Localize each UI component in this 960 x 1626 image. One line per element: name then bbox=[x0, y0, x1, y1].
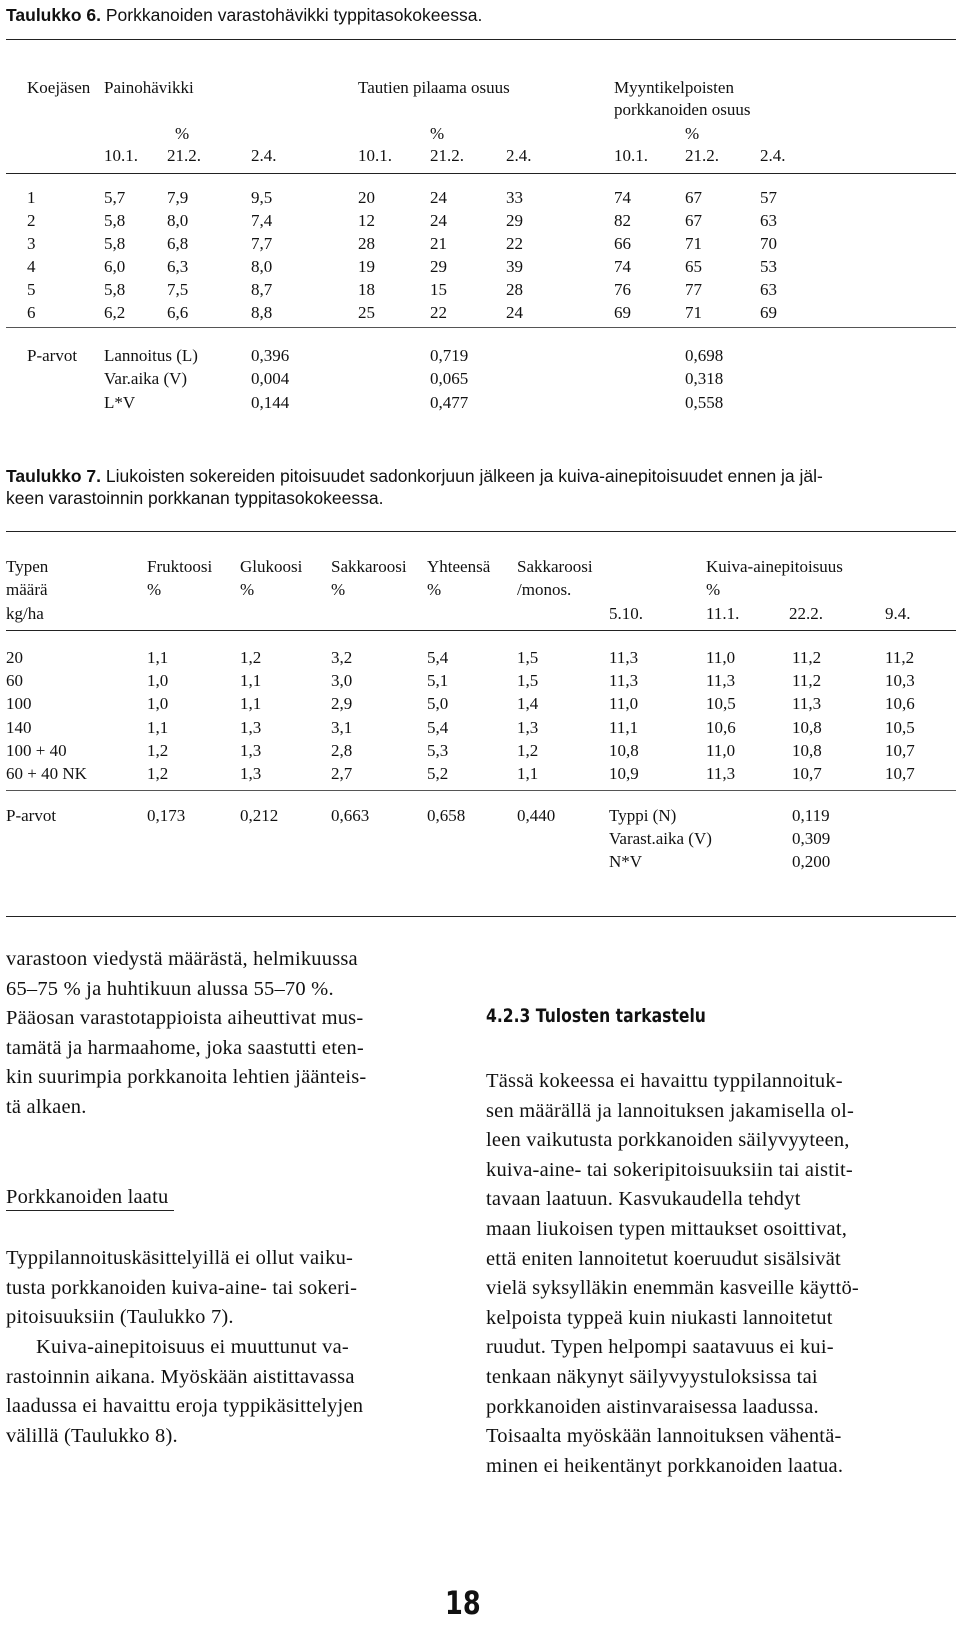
table-cell: 11,0 bbox=[706, 648, 736, 667]
text-line: Kuiva-ainepitoisuus ei muuttunut va- bbox=[36, 1335, 349, 1358]
p-value: 0,396 bbox=[251, 346, 290, 365]
left-column bbox=[6, 945, 438, 1451]
table-cell: 10,7 bbox=[885, 741, 915, 760]
table-cell: 57 bbox=[760, 188, 777, 207]
subheading-text: Porkkanoiden laatu bbox=[6, 1185, 169, 1208]
table-cell: 10,5 bbox=[885, 718, 915, 737]
table-cell: 71 bbox=[685, 234, 702, 253]
p-value: 0,144 bbox=[251, 393, 290, 412]
percent-label: % bbox=[240, 580, 255, 599]
header-maara: määrä bbox=[6, 580, 48, 599]
date-header: 11.1. bbox=[706, 604, 740, 623]
table-cell: 3,0 bbox=[331, 671, 353, 690]
table-cell: 2,9 bbox=[331, 694, 353, 713]
p-value: 0,318 bbox=[685, 369, 724, 388]
row-label: 5 bbox=[27, 280, 36, 299]
date-header: 5.10. bbox=[609, 604, 643, 623]
table-cell: 10,7 bbox=[885, 764, 915, 783]
table-cell: 6,0 bbox=[104, 257, 126, 276]
p-value: 0,719 bbox=[430, 346, 469, 365]
table-cell: 5,0 bbox=[427, 694, 449, 713]
table-cell: 7,4 bbox=[251, 211, 273, 230]
p-row-label: Typpi (N) bbox=[609, 806, 677, 825]
table-cell: 20 bbox=[358, 188, 375, 207]
percent-label: % bbox=[331, 580, 346, 599]
p-value: 0,065 bbox=[430, 369, 469, 388]
table-cell: 10,9 bbox=[609, 764, 639, 783]
table-cell: 3,1 bbox=[331, 718, 353, 737]
table-cell: 11,3 bbox=[609, 671, 639, 690]
text-line: Typpilannoituskäsittelyillä ei ollut vaiku- bbox=[6, 1247, 354, 1270]
text-line: tamätä ja harmaahome, joka saastutti eten- bbox=[6, 1036, 364, 1059]
table-cell: 39 bbox=[506, 257, 523, 276]
table6-top-rule bbox=[6, 39, 956, 40]
text-line: minen ei heikentänyt porkkanoiden laatua. bbox=[486, 1454, 844, 1477]
table-cell: 1,3 bbox=[240, 718, 262, 737]
table-cell: 8,0 bbox=[251, 257, 273, 276]
table-cell: 8,0 bbox=[167, 211, 189, 230]
table-cell: 24 bbox=[506, 303, 523, 322]
table-cell: 1,1 bbox=[147, 648, 169, 667]
header-typen: Typen bbox=[6, 557, 49, 576]
percent-label: % bbox=[147, 580, 162, 599]
p-value: 0,212 bbox=[240, 806, 279, 825]
p-value: 0,173 bbox=[147, 806, 186, 825]
header-porkkanoiden-osuus: porkkanoiden osuus bbox=[614, 100, 751, 119]
table-cell: 65 bbox=[685, 257, 702, 276]
table-cell: 5,7 bbox=[104, 188, 126, 207]
date-header: 2.4. bbox=[251, 146, 277, 165]
table-cell: 11,3 bbox=[792, 694, 822, 713]
date-header: 21.2. bbox=[430, 146, 464, 165]
table-cell: 11,0 bbox=[609, 694, 639, 713]
header-kgha: kg/ha bbox=[6, 604, 44, 623]
table-cell: 7,5 bbox=[167, 280, 189, 299]
table-cell: 10,8 bbox=[792, 741, 822, 760]
row-label: 60 + 40 NK bbox=[6, 764, 87, 783]
table-cell: 71 bbox=[685, 303, 702, 322]
text-line: tusta porkkanoiden kuiva-aine- tai sokeri- bbox=[6, 1276, 358, 1299]
text-line: Tässä kokeessa ei havaittu typpilannoituk- bbox=[486, 1070, 843, 1092]
table-cell: 1,2 bbox=[517, 741, 539, 760]
header-sakkaroosi-monos: Sakkaroosi bbox=[517, 557, 593, 576]
table-cell: 15 bbox=[430, 280, 447, 299]
text-line: rastoinnin aikana. Myöskään aistittavassa bbox=[6, 1365, 355, 1388]
table-cell: 1,3 bbox=[517, 718, 539, 737]
table-cell: 21 bbox=[430, 234, 447, 253]
paragraph bbox=[6, 1333, 438, 1451]
table-cell: 1,2 bbox=[147, 764, 169, 783]
table-cell: 5,2 bbox=[427, 764, 449, 783]
header-glukoosi: Glukoosi bbox=[240, 557, 303, 576]
table-cell: 10,5 bbox=[706, 694, 736, 713]
table-cell: 11,3 bbox=[609, 648, 639, 667]
table-cell: 7,7 bbox=[251, 234, 273, 253]
percent-label: % bbox=[430, 124, 445, 143]
table-cell: 11,3 bbox=[706, 764, 736, 783]
header-tautien: Tautien pilaama osuus bbox=[358, 78, 510, 97]
date-header: 10.1. bbox=[104, 146, 138, 165]
table7-caption bbox=[6, 465, 956, 509]
table-cell: 11,1 bbox=[609, 718, 639, 737]
table-cell: 6,6 bbox=[167, 303, 189, 322]
header-painohavikki: Painohävikki bbox=[104, 78, 194, 97]
p-value: 0,004 bbox=[251, 369, 290, 388]
table-cell: 5,1 bbox=[427, 671, 449, 690]
text-line: maan liukoisen typen mittaukset osoittivat, bbox=[486, 1217, 848, 1240]
table-cell: 53 bbox=[760, 257, 777, 276]
table-cell: 67 bbox=[685, 188, 702, 207]
table-cell: 11,0 bbox=[706, 741, 736, 760]
date-header: 2.4. bbox=[760, 146, 786, 165]
p-value: 0,477 bbox=[430, 393, 469, 412]
table-cell: 5,3 bbox=[427, 741, 449, 760]
percent-label: % bbox=[685, 124, 700, 143]
table-cell: 1,1 bbox=[240, 694, 262, 713]
row-label: 6 bbox=[27, 303, 36, 322]
text-line: tavaan laatuun. Kasvukaudella tehdyt bbox=[486, 1188, 801, 1211]
table-cell: 22 bbox=[430, 303, 447, 322]
row-label: 140 bbox=[6, 718, 32, 737]
table-cell: 19 bbox=[358, 257, 375, 276]
table-cell: 9,5 bbox=[251, 188, 273, 207]
table-cell: 6,3 bbox=[167, 257, 189, 276]
text-line: Toisaalta myöskään lannoituksen vähentä- bbox=[486, 1425, 842, 1448]
table-cell: 69 bbox=[760, 303, 777, 322]
table-cell: 11,2 bbox=[792, 648, 822, 667]
text-line: sen määrällä ja lannoituksen jakamisella ol- bbox=[486, 1099, 854, 1122]
p-label: P-arvot bbox=[27, 346, 78, 365]
date-header: 21.2. bbox=[685, 146, 719, 165]
table-cell: 10,8 bbox=[609, 741, 639, 760]
table-cell: 69 bbox=[614, 303, 631, 322]
table-cell: 2,8 bbox=[331, 741, 353, 760]
table-cell: 1,4 bbox=[517, 694, 539, 713]
row-label: 2 bbox=[27, 211, 36, 230]
p-row-label: Var.aika (V) bbox=[104, 369, 188, 388]
table-cell: 1,2 bbox=[240, 648, 262, 667]
date-header: 21.2. bbox=[167, 146, 201, 165]
table-cell: 1,1 bbox=[147, 718, 169, 737]
table7-top-rule bbox=[6, 531, 956, 532]
percent-label: % bbox=[706, 580, 721, 599]
percent-label: % bbox=[427, 580, 442, 599]
header-myyntikelpoisten: Myyntikelpoisten bbox=[614, 78, 734, 97]
p-value: 0,558 bbox=[685, 393, 724, 412]
p-value: 0,119 bbox=[792, 806, 830, 825]
table-cell: 11,2 bbox=[792, 671, 822, 690]
row-label: 60 bbox=[6, 671, 23, 690]
text-line: porkkanoiden aistinvaraisessa laadussa. bbox=[486, 1395, 819, 1418]
date-header: 10.1. bbox=[614, 146, 648, 165]
paragraph bbox=[6, 945, 438, 1123]
table-cell: 24 bbox=[430, 211, 447, 230]
table-cell: 74 bbox=[614, 257, 631, 276]
table-cell: 63 bbox=[760, 280, 777, 299]
header-sakkaroosi: Sakkaroosi bbox=[331, 557, 407, 576]
table-cell: 25 bbox=[358, 303, 375, 322]
p-row-label: Varast.aika (V) bbox=[609, 829, 712, 848]
table-cell: 28 bbox=[358, 234, 375, 253]
table-cell: 5,8 bbox=[104, 211, 126, 230]
row-label: 4 bbox=[27, 257, 36, 276]
table-cell: 5,4 bbox=[427, 648, 449, 667]
table-cell: 66 bbox=[614, 234, 631, 253]
p-row-label: N*V bbox=[609, 852, 643, 871]
table-cell: 33 bbox=[506, 188, 523, 207]
table-cell: 2,7 bbox=[331, 764, 353, 783]
table7-body-rule bbox=[6, 790, 956, 791]
text-line: tenkaan näkynyt säilyvyystuloksissa tai bbox=[486, 1365, 818, 1388]
row-label: 20 bbox=[6, 648, 23, 667]
table-cell: 10,7 bbox=[792, 764, 822, 783]
table6-header-rule bbox=[6, 173, 956, 174]
p-value: 0,440 bbox=[517, 806, 556, 825]
percent-label: % bbox=[175, 124, 190, 143]
table-cell: 10,6 bbox=[885, 694, 915, 713]
date-header: 10.1. bbox=[358, 146, 392, 165]
table-cell: 18 bbox=[358, 280, 375, 299]
header-kuiva-aine: Kuiva-ainepitoisuus bbox=[706, 557, 843, 576]
table-cell: 8,7 bbox=[251, 280, 273, 299]
text-line: Pääosan varastotappioista aiheuttivat mus- bbox=[6, 1007, 364, 1030]
paragraph bbox=[6, 1244, 438, 1333]
table-cell: 67 bbox=[685, 211, 702, 230]
p-value: 0,698 bbox=[685, 346, 724, 365]
text-line: että eniten lannoitetut koeruudut sisälsivät bbox=[486, 1247, 841, 1270]
table-cell: 5,8 bbox=[104, 280, 126, 299]
table-cell: 6,2 bbox=[104, 303, 126, 322]
p-value: 0,309 bbox=[792, 829, 831, 848]
table6-caption bbox=[6, 4, 482, 26]
p-value: 0,658 bbox=[427, 806, 466, 825]
p-row-label: Lannoitus (L) bbox=[104, 346, 198, 365]
table-cell: 29 bbox=[506, 211, 523, 230]
table-cell: 22 bbox=[506, 234, 523, 253]
table-cell: 10,8 bbox=[792, 718, 822, 737]
table-cell: 82 bbox=[614, 211, 631, 230]
text-line: kin suurimpia porkkanoita lehtien jäänteis- bbox=[6, 1066, 367, 1089]
table-cell: 1,2 bbox=[147, 741, 169, 760]
table-cell: 1,5 bbox=[517, 671, 539, 690]
section-heading: 4.2.3 Tulosten tarkastelu bbox=[486, 1005, 706, 1027]
header-koejasen: Koejäsen bbox=[27, 78, 91, 97]
table-cell: 5,8 bbox=[104, 234, 126, 253]
table-cell: 11,2 bbox=[885, 648, 915, 667]
section-subheading bbox=[6, 1184, 174, 1211]
text-line: ruudut. Typen helpompi saatavuus ei kui- bbox=[486, 1336, 834, 1359]
row-label: 3 bbox=[27, 234, 36, 253]
table7-bottom-rule bbox=[6, 916, 956, 917]
table-cell: 1,3 bbox=[240, 741, 262, 760]
right-column bbox=[486, 1005, 918, 1481]
p-value: 0,200 bbox=[792, 852, 831, 871]
p-value: 0,663 bbox=[331, 806, 370, 825]
row-label: 100 bbox=[6, 694, 32, 713]
table6-caption-text: Porkkanoiden varastohävikki typpitasokokeessa. bbox=[105, 5, 483, 25]
table-cell: 28 bbox=[506, 280, 523, 299]
table-cell: 1,5 bbox=[517, 648, 539, 667]
text-line: tä alkaen. bbox=[6, 1095, 87, 1118]
table-cell: 70 bbox=[760, 234, 777, 253]
text-line: välillä (Taulukko 8). bbox=[6, 1424, 178, 1447]
header-fruktoosi: Fruktoosi bbox=[147, 557, 213, 576]
text-line: vielä syksylläkin enemmän kasveille käyttö- bbox=[486, 1277, 859, 1300]
page-number: 18 bbox=[445, 1584, 481, 1622]
table-cell: 1,1 bbox=[240, 671, 262, 690]
table-cell: 77 bbox=[685, 280, 702, 299]
table7-caption-line2: keen varastoinnin porkkanan typpitasokokeessa. bbox=[6, 488, 384, 508]
table-cell: 29 bbox=[430, 257, 447, 276]
date-header: 22.2. bbox=[789, 604, 823, 623]
table-cell: 3,2 bbox=[331, 648, 353, 667]
table-cell: 11,3 bbox=[706, 671, 736, 690]
table-cell: 10,6 bbox=[706, 718, 736, 737]
text-line: pitoisuuksiin (Taulukko 7). bbox=[6, 1306, 234, 1329]
table-cell: 8,8 bbox=[251, 303, 273, 322]
row-label: 1 bbox=[27, 188, 36, 207]
text-line: leen vaikutusta porkkanoiden säilyvyyteen, bbox=[486, 1129, 850, 1152]
text-line: kuiva-aine- tai sokeripitoisuuksiin tai aistit- bbox=[486, 1158, 853, 1181]
table7-caption-label: Taulukko 7. bbox=[6, 466, 101, 486]
text-line: varastoon viedystä määrästä, helmikuussa bbox=[6, 948, 358, 970]
table-cell: 5,4 bbox=[427, 718, 449, 737]
header-yhteensa: Yhteensä bbox=[427, 557, 491, 576]
table7-caption-line1: Liukoisten sokereiden pitoisuudet sadonkorjuun jälkeen ja kuiva-ainepitoisuudet ennen ja jäl- bbox=[105, 466, 823, 486]
text-line: 65–75 % ja huhtikuun alussa 55–70 %. bbox=[6, 977, 334, 1000]
header-monos: /monos. bbox=[517, 580, 572, 599]
row-label: 100 + 40 bbox=[6, 741, 67, 760]
table-cell: 76 bbox=[614, 280, 631, 299]
table-cell: 12 bbox=[358, 211, 375, 230]
table6-caption-label: Taulukko 6. bbox=[6, 5, 101, 25]
table6-body-rule bbox=[6, 327, 956, 328]
text-line: laadussa ei havaittu eroja typpikäsittelyjen bbox=[6, 1395, 364, 1418]
text-line: kelpoista typpeä kuin niukasti lannoitetut bbox=[486, 1306, 833, 1329]
table-cell: 10,3 bbox=[885, 671, 915, 690]
table-cell: 1,1 bbox=[517, 764, 539, 783]
table-cell: 1,0 bbox=[147, 671, 169, 690]
table-cell: 7,9 bbox=[167, 188, 189, 207]
table-cell: 1,0 bbox=[147, 694, 169, 713]
date-header: 9.4. bbox=[885, 604, 911, 623]
paragraph bbox=[486, 1067, 918, 1481]
table-cell: 74 bbox=[614, 188, 631, 207]
table-cell: 63 bbox=[760, 211, 777, 230]
p-label: P-arvot bbox=[6, 806, 57, 825]
table-cell: 6,8 bbox=[167, 234, 189, 253]
table-cell: 24 bbox=[430, 188, 447, 207]
table7-header-rule bbox=[6, 630, 956, 631]
date-header: 2.4. bbox=[506, 146, 532, 165]
table-cell: 1,3 bbox=[240, 764, 262, 783]
p-row-label: L*V bbox=[104, 393, 136, 412]
